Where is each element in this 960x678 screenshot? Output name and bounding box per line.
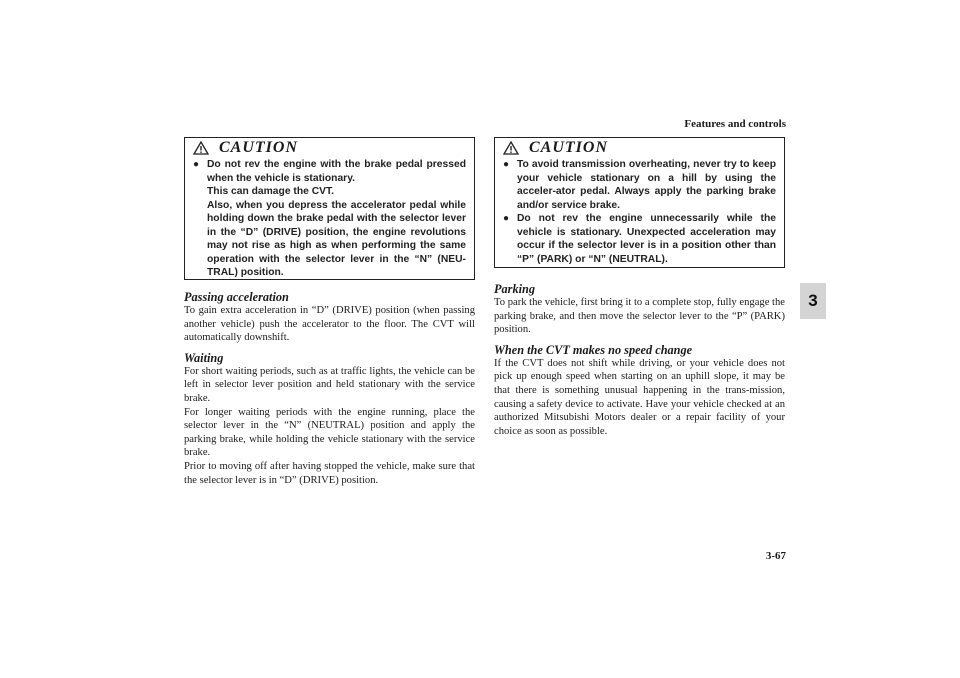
section-paragraph: If the CVT does not shift while driving, or your vehicle does not pick up enough speed when starting on an uphill slope, it may be that there is something unusual happening in the trans-mission, causing a safety device to activate. Have your vehicle checked at an authorized Mitsubishi Motors dealer or a repair facility of your choice as soon as possible. xyxy=(494,357,785,437)
caution-box-left xyxy=(184,137,475,280)
caution-item-text: To avoid transmission overheating, never try to keep your vehicle stationary on a hill by using the acceler-ator pedal. Always apply the parking brake and/or service brake. xyxy=(517,159,776,211)
section-heading-parking: Parking xyxy=(494,282,535,296)
section-paragraph: For short waiting periods, such as at traffic lights, the vehicle can be left in selector lever position and held stationary with the service brake. xyxy=(184,365,475,404)
chapter-tab: 3 xyxy=(800,283,826,319)
section-heading-passing-acceleration: Passing acceleration xyxy=(184,290,289,304)
caution-item xyxy=(503,212,776,266)
page-number: 3-67 xyxy=(765,550,786,562)
caution-item xyxy=(193,158,466,280)
caution-item-text: Do not rev the engine unnecessarily while the vehicle is stationary. Unexpected acceleration may occur if the selector lever is in a position other than “P” (PARK) or “N” (NEUTRAL). xyxy=(517,213,776,265)
page-header-title: Features and controls xyxy=(684,118,786,130)
caution-header xyxy=(185,138,474,158)
right-column xyxy=(494,137,785,438)
caution-title: CAUTION xyxy=(529,139,609,156)
section-heading-cvt-no-speed-change: When the CVT makes no speed change xyxy=(494,342,693,357)
left-column xyxy=(184,137,475,487)
section-paragraph: For longer waiting periods with the engine running, place the selector lever in the “N” (NEUTRAL) position and apply the parking brake, while holding the vehicle stationary with the service brake. xyxy=(184,406,475,459)
section-paragraph: Prior to moving off after having stopped the vehicle, make sure that the selector lever is in “D” (DRIVE) position. xyxy=(184,460,475,486)
bullet-icon: ● xyxy=(503,213,510,224)
section-paragraph: To park the vehicle, first bring it to a complete stop, fully engage the parking brake, and then move the selector lever to the “P” (PARK) position. xyxy=(494,297,785,336)
caution-box-right xyxy=(494,137,785,268)
section-heading-waiting: Waiting xyxy=(184,350,224,365)
bullet-icon: ● xyxy=(193,159,200,170)
caution-title: CAUTION xyxy=(219,139,299,156)
caution-item-text: Do not rev the engine with the brake pedal pressed when the vehicle is stationary. This can damage the CVT. Also, when you depress the accelerator pedal while holding down the brake pedal with the selector lever in the “D” (DRIVE) position, the engine revolutions may not rise as high as when performing the same operation with the selector lever in the “N” (NEU-TRAL) position. xyxy=(207,159,466,278)
bullet-icon: ● xyxy=(503,159,510,170)
caution-header xyxy=(495,138,784,158)
warning-triangle-icon xyxy=(503,141,519,155)
caution-item xyxy=(503,158,776,212)
section-paragraph: To gain extra acceleration in “D” (DRIVE) position (when passing another vehicle) push the accelerator to the floor. The CVT will automatically downshift. xyxy=(184,305,475,344)
warning-triangle-icon xyxy=(193,141,209,155)
